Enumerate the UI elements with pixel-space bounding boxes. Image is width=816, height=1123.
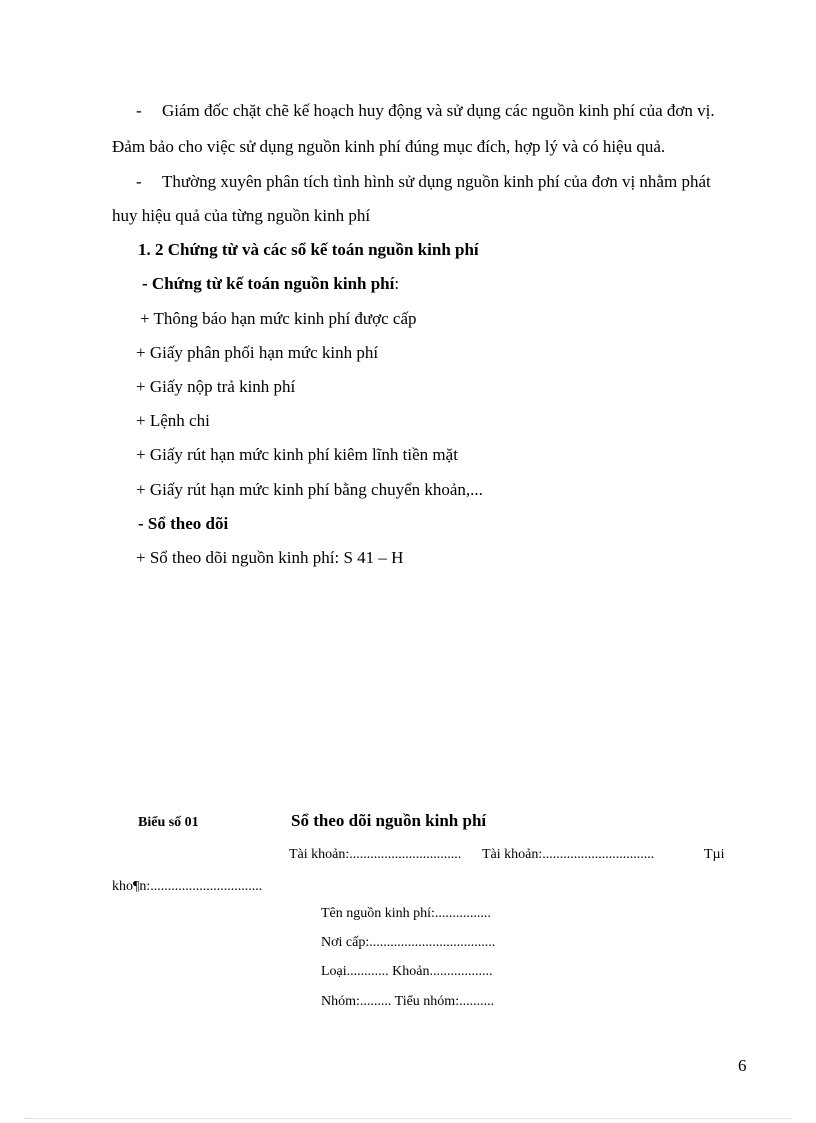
document-item: + Giấy rút hạn mức kinh phí kiêm lĩnh tiền mặt: [136, 445, 458, 464]
account-field: Tài khoản:................................: [289, 847, 462, 862]
book-item: + Sổ theo dõi nguồn kinh phí: S 41 – H: [136, 548, 404, 567]
page-number: 6: [738, 1056, 747, 1075]
document-item: + Giấy phân phối hạn mức kinh phí: [136, 343, 379, 362]
form-number: Biểu số 01: [138, 815, 199, 830]
paragraph-2-line-2: huy hiệu quả của từng nguồn kinh phí: [112, 206, 371, 225]
account-field: Tài khoản:................................: [482, 847, 655, 862]
bullet-dash: -: [136, 101, 142, 120]
books-heading: - Sổ theo dõi: [138, 514, 229, 533]
document-item: + Thông báo hạn mức kinh phí được cấp: [140, 309, 417, 328]
paragraph-1-line-2: Đảm bảo cho việc sử dụng nguồn kinh phí đúng mục đích, hợp lý và có hiệu quả.: [112, 137, 666, 156]
granting-place-field: Nơi cấp:....................................: [321, 935, 496, 950]
documents-heading-colon: :: [394, 274, 400, 293]
subaccount-field-end: kho¶n:................................: [112, 879, 263, 894]
subaccount-field-start: Tµi: [704, 847, 725, 862]
document-item: + Lệnh chi: [136, 411, 210, 430]
document-item: + Giấy nộp trả kinh phí: [136, 377, 296, 396]
documents-heading-text: - Chứng từ kế toán nguồn kinh phí: [142, 274, 395, 293]
section-heading: 1. 2 Chứng từ và các sổ kế toán nguồn kinh phí: [138, 240, 479, 259]
page-bottom-divider: [24, 1118, 792, 1119]
type-section-field: Loại............ Khoản..................: [321, 964, 493, 979]
group-field: Nhóm:......... Tiểu nhóm:..........: [321, 994, 495, 1009]
document-item: + Giấy rút hạn mức kinh phí bằng chuyển khoản,...: [136, 480, 483, 499]
bullet-dash: -: [136, 172, 142, 191]
paragraph-2-line-1: Thường xuyên phân tích tình hình sử dụng nguồn kinh phí của đơn vị nhằm phát: [162, 172, 711, 191]
paragraph-1-line-1: Giám đốc chặt chẽ kế hoạch huy động và sử dụng các nguồn kinh phí của đơn vị.: [162, 101, 715, 120]
form-title: Sổ theo dõi nguồn kinh phí: [291, 811, 487, 830]
source-name-field: Tên nguồn kinh phí:................: [321, 906, 491, 921]
documents-heading: [142, 274, 399, 294]
